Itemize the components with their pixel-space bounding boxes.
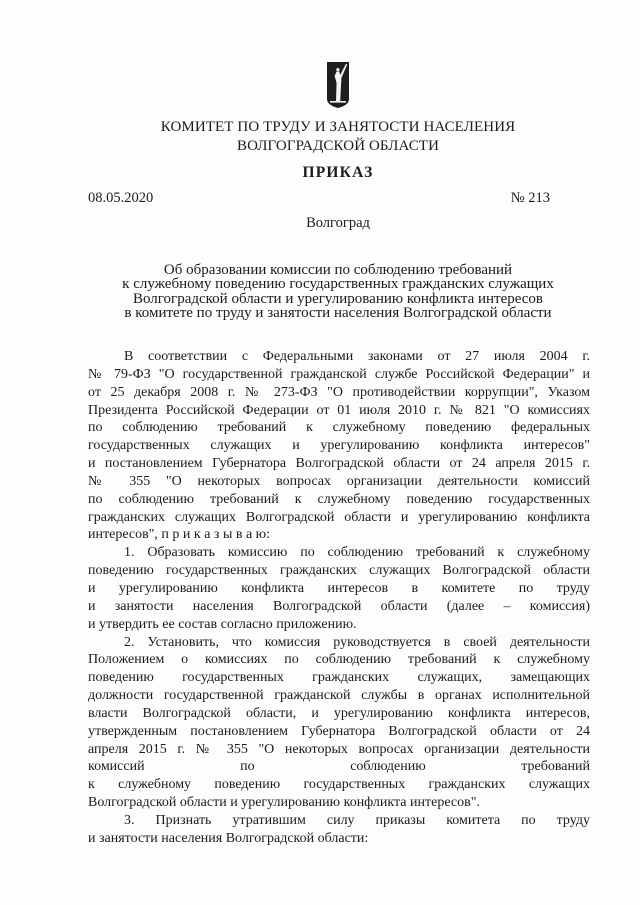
body-line: 2. Установить, что комиссия руководствуется в своей деятельности — [124, 634, 590, 650]
organization-name-line-2: ВОЛГОГРАДСКОЙ ОБЛАСТИ — [236, 138, 440, 154]
body-line: к служебному поведению государственных гражданских служащих — [88, 777, 590, 793]
body-line: и урегулированию конфликта интересов в комитете по труду — [88, 580, 590, 596]
document-date: 08.05.2020 — [88, 190, 154, 206]
body-line: от 25 декабря 2008 г. № 273-ФЗ "О противодействии коррупции", Указом — [88, 384, 590, 400]
body-line: № 355 "О некоторых вопросах организации деятельности комиссий — [88, 473, 590, 489]
body-line: и занятости населения Волгоградской области: — [88, 830, 369, 846]
body-line: Волгоградской области и урегулированию конфликта интересов". — [88, 795, 480, 811]
body-line: должности государственной гражданской службы в органах исполнительной — [88, 688, 590, 704]
document-number: № 213 — [510, 190, 550, 206]
body-line: интересов", п р и к а з ы в а ю: — [88, 527, 271, 543]
body-line: 3. Признать утратившим силу приказы комитета по труду — [124, 812, 590, 828]
body-line: и утвердить ее состав согласно приложению. — [88, 616, 357, 632]
body-line: поведению государственных гражданских служащих Волгоградской области — [88, 563, 590, 579]
body-line: по соблюдению требований к служебному поведению федеральных — [88, 420, 590, 436]
paragraph-preamble — [88, 348, 590, 544]
organization-name — [88, 118, 588, 156]
body-line: гражданских служащих Волгоградской области и урегулированию конфликта — [88, 509, 590, 525]
document-city: Волгоград — [306, 215, 370, 231]
body-line: по соблюдению требований к служебному поведению государственных — [88, 491, 590, 507]
body-line: утвержденным постановлением Губернатора Волгоградской области от 24 — [88, 723, 590, 739]
body-line: власти Волгоградской области, и урегулированию конфликта интересов, — [88, 705, 590, 721]
body-line: апреля 2015 г. № 355 "О некоторых вопросах организации деятельности — [88, 741, 590, 757]
body-line: № 79-ФЗ "О государственной гражданской службе Российской Федерации" и — [88, 366, 590, 382]
title-line: к служебному поведению государственных гражданских служащих — [122, 276, 554, 293]
body-line: В соответствии с Федеральными законами от 27 июля 2004 г. — [124, 349, 590, 364]
title-line: в комитете по труду и занятости населения Волгоградской области — [124, 305, 552, 322]
body-line: и занятости населения Волгоградской области (далее – комиссия) — [88, 598, 590, 614]
document-title — [88, 263, 588, 321]
document-body — [88, 348, 590, 848]
body-line: Президента Российской Федерации от 01 июля 2010 г. № 821 "О комиссиях — [88, 402, 590, 418]
body-line: 1. Образовать комиссию по соблюдению требований к служебному — [124, 545, 590, 561]
paragraph-item-2 — [88, 634, 590, 812]
body-line: государственных служащих и урегулированию конфликта интересов" — [88, 438, 590, 454]
body-line: поведению государственных гражданских служащих, замещающих — [88, 670, 590, 686]
body-line: Положением о комиссиях по соблюдению требований к служебному — [88, 652, 590, 668]
document-type: ПРИКАЗ — [302, 164, 374, 181]
paragraph-item-1 — [88, 544, 590, 633]
body-line: и постановлением Губернатора Волгоградской области от 24 апреля 2015 г. — [88, 456, 590, 472]
organization-name-line-1: КОМИТЕТ ПО ТРУДУ И ЗАНЯТОСТИ НАСЕЛЕНИЯ — [160, 119, 516, 135]
title-line: Волгоградской области и урегулированию конфликта интересов — [132, 290, 544, 307]
body-line: комиссий по соблюдению требований — [88, 759, 590, 775]
title-line: Об образовании комиссии по соблюдению требований — [163, 262, 513, 278]
volgograd-coat-of-arms-icon — [326, 61, 350, 109]
paragraph-item-3 — [88, 812, 590, 848]
